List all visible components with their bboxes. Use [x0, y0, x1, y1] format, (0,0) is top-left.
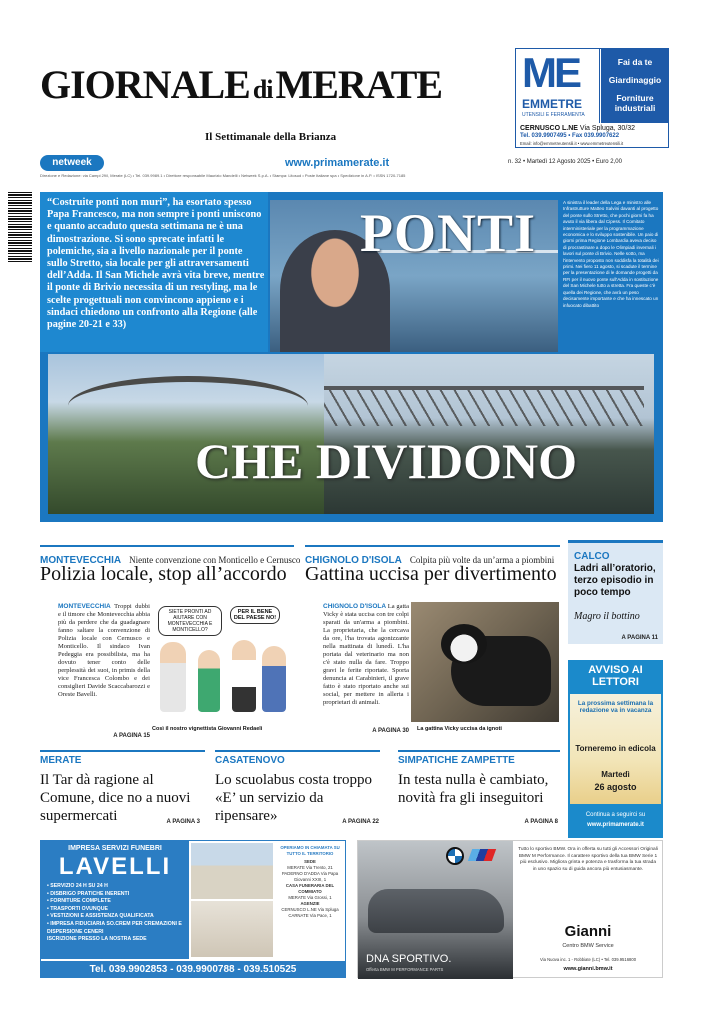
title-di: di	[252, 75, 273, 104]
cat-face	[441, 624, 487, 664]
emmetre-address	[520, 125, 668, 132]
lead-intro-text: “Costruite ponti non muri”, ha esortato spesso Papa Francesco, ma non sempre i ponti uniscono e quanto accaduto questa settimana ne è una dimostrazione. Si sono sprecate infatti le polemiche, sia a livello nazionale per il ponte sullo Stretto, sia locale per gli attraversamenti dell’Adda. Il San Michele avrà vita breve, mentre il ponte di Brivio necessita di un restyling, ma le scelte progettuali non convincono appieno e i sindaci chiedono un confronto alla Regione	[47, 197, 265, 318]
lavelli-side-8: CARNATE Via Pace, 1	[288, 913, 332, 918]
lavelli-services	[47, 883, 187, 944]
avviso-line3: Martedì	[601, 770, 630, 779]
lavelli-side-6: AGENZIE	[300, 901, 320, 906]
avviso-line2: Torneremo in edicola	[575, 744, 656, 753]
lavelli-side-1: SEDE	[304, 859, 316, 864]
bottom-story-2-page-ref: A PAGINA 22	[342, 819, 379, 825]
lavelli-service-1: • SERVIZIO 24 H SU 24 H	[47, 883, 108, 889]
bottom-story-3-page-ref: A PAGINA 8	[524, 819, 558, 825]
lavelli-side-3: PADERNO D'ADDA Via Papa Giovanni XXIII, 1	[281, 871, 339, 882]
story1-body-lead: MONTEVECCHIA	[58, 603, 111, 610]
bottom-story-1[interactable]	[40, 755, 205, 827]
cartoon-bubble-1: SIETE PRONTI AD AIUTARE CON MONTEVECCHIA E MONTICELLO?	[158, 606, 222, 636]
bmw-text: Tutto lo sportivo BMW. Ora in offerta su tutti gli Accessori Originali BMW M Performance. Il carattere sportivo della tua BMW Serie 1 più esclusivo. Migliora grinta e potenza e trasforma la tua strada in uno spazio su di guida ancora più entusiasmante.	[518, 847, 658, 872]
masthead-tagline: Il Settimanale della Brianza	[205, 131, 337, 143]
story3-subhead: Magro il bottino	[574, 611, 640, 622]
netweek-logo: netweek	[40, 155, 104, 171]
cat-photo	[411, 602, 559, 722]
lavelli-service-6: • IMPRESA FIDUCIARIA SO.CREM PER CREMAZIONI E DISPERSIONE CENERI	[47, 920, 182, 935]
bmw-ad[interactable]	[357, 840, 663, 978]
emmetre-box3: Forniture industriali	[614, 93, 656, 113]
story1-body-text: Troppi dubbi e il timore che Montevecchia abbia più da perdere che da guadagnare fanno saltare la convenzione di Polizia locale con Cernusco e Monticello. Il sindaco Ivan Pedeggia era possibilista, ma ha dovuto tener conto delle perplessità dei suoi, in primis della vice Francesca Colombo e dei consiglieri Davide Scaccabarozzi e Oreste Bavelli.	[58, 603, 150, 698]
emmetre-side	[601, 49, 669, 123]
lavelli-side-4: CASA FUNERARIA DEL COMMIATO	[285, 883, 335, 894]
story2-body	[323, 603, 409, 728]
emmetre-email: Email: info@emmetreutensili.it • www.emmetreutensili.it	[520, 141, 624, 146]
story1-rule	[40, 545, 294, 547]
title-giornale: GIORNALE	[40, 62, 250, 107]
lavelli-top: IMPRESA SERVIZI FUNEBRI	[68, 845, 162, 852]
emmetre-logo-box	[516, 49, 600, 123]
bottom-story-2-kicker: CASATENOVO	[215, 755, 285, 766]
lavelli-service-3: • FORNITURE COMPLETE	[47, 898, 111, 905]
cartoon-figure-1	[160, 642, 186, 712]
bmw-slogan-sub: Offerta BMW M PERFORMANCE PARTS	[366, 967, 444, 972]
headline-che-dividono: CHE DIVIDONO	[195, 433, 577, 489]
m-logo-icon	[468, 849, 496, 861]
lavelli-side-7: CERNUSCO L.NE Via Spluga	[281, 907, 339, 912]
lavelli-side-title: OPERIAMO IN CHIAMATA SU TUTTO IL TERRITORIO	[280, 845, 340, 856]
bmw-logo-icon	[446, 847, 464, 865]
avviso-box	[568, 660, 663, 838]
story2-body-lead: CHIGNOLO D'ISOLA	[323, 603, 387, 610]
story1-kicker: MONTEVECCHIA	[40, 555, 122, 566]
lavelli-building-photo	[191, 843, 273, 899]
story1[interactable]	[40, 548, 301, 739]
lavelli-name: LAVELLI	[58, 853, 172, 880]
lavelli-service-7: ISCRIZIONE PRESSO LA NOSTRA SEDE	[47, 936, 147, 943]
cartoon-figure-2	[198, 650, 220, 712]
masthead	[40, 55, 510, 145]
story1-subtitle: Niente convenzione con Monticello e Cernusco	[129, 555, 301, 565]
barcode	[8, 190, 32, 262]
cartoon	[152, 602, 296, 722]
bottom-story-2-headline: Lo scuolabus costa troppo «E’ un servizio da ripensare»	[215, 772, 373, 824]
story3-kicker: CALCO	[574, 551, 610, 562]
cartoon-figure-3	[232, 640, 256, 712]
bmw-dealer: Gianni	[564, 923, 612, 940]
bottom-story-2[interactable]	[215, 755, 385, 827]
bmw-slogan: DNA SPORTIVO.	[366, 953, 452, 965]
bottom-rule-1	[40, 750, 205, 752]
story2-rule	[305, 545, 560, 547]
lead-story	[40, 192, 663, 522]
salvini-photo	[270, 200, 558, 352]
avviso-site[interactable]: www.primamerate.it	[587, 822, 644, 828]
website-link[interactable]: www.primamerate.it	[285, 157, 390, 169]
emmetre-brand: EMMETRE	[522, 97, 582, 111]
story2-subtitle: Colpita più volte da un’arma a piombini	[409, 555, 555, 565]
bmw-site[interactable]: www.gianni.bmw.it	[563, 966, 613, 972]
lead-intro	[47, 197, 265, 331]
lavelli-side-5: MERATE Via Grossi, 1	[288, 895, 332, 900]
truss-bridge-right	[324, 386, 644, 426]
lead-side-text: A sinistra il leader della Lega e ministro alle Infrastrutture Matteo Salvini davanti al progetto del ponte sullo Stretto, che pochi giorni fa ha avuto il via libera dal Cipess. Il Comitato interministeriale per la programmazione economica e lo sviluppo sostenibile. Un paio di giorni prima Regione Lombardia aveva deciso di procrastinare a dopo le Olimpiadi invernali i lavori sul ponte di Brivio. Nelle sotto, ma l'intervento proposto non soddisfa la totalità dei primi. Nei fiero 11 agosto, si scadute il termine per la presentazione di le domande progetti da RFI per il nuovo ponte sull'Adda in sostituzione del San Michele tutto a stretta. Fra queste c'è quella dei Regione, che avrà un peso decisamente importante e che ha innescato un infuocato dibattito	[563, 200, 659, 308]
avviso-beach	[570, 694, 661, 804]
bottom-story-3-kicker: SIMPATICHE ZAMPETTE	[398, 755, 515, 766]
avviso-footer: Continua a seguirci su	[585, 812, 646, 818]
bmw-dealer-sub: Centro BMW Service	[562, 943, 614, 949]
lavelli-header	[41, 841, 189, 959]
emmetre-ad[interactable]	[515, 48, 669, 148]
bmw-car	[368, 889, 504, 933]
avviso-line4: 26 agosto	[594, 782, 637, 792]
headline-ponti: PONTI	[360, 203, 537, 263]
masthead-title	[40, 61, 442, 108]
lavelli-ad[interactable]	[40, 840, 346, 978]
story2-headline: Gattina uccisa per divertimento	[305, 563, 557, 585]
bmw-photo	[358, 841, 513, 979]
story1-caption: Così il nostro vignettista Giovanni Redaeli	[152, 726, 263, 732]
story1-headline: Polizia locale, stop all’accordo	[40, 563, 287, 585]
bottom-rule-2	[215, 750, 380, 752]
emmetre-phones: Tel. 039.9907495 • Fax 039.9907622	[520, 133, 620, 139]
lavelli-side	[277, 845, 343, 919]
lavelli-service-4: • TRASPORTI OVUNQUE	[47, 905, 108, 912]
bottom-story-3[interactable]	[398, 755, 563, 827]
arch-bridge-left	[68, 376, 308, 436]
emmetre-logo-icon: ME	[522, 49, 579, 96]
bottom-story-3-headline: In testa nulla è cambiato, novità fra gli inseguitori	[398, 772, 549, 806]
story2-caption: La gattina Vicky uccisa da ignoti	[417, 726, 502, 732]
title-merate: MERATE	[275, 62, 443, 107]
bottom-story-1-page-ref: A PAGINA 3	[166, 819, 200, 825]
lavelli-side-2: MERATE Via Trento, 21	[287, 865, 333, 870]
story2-page-ref: A PAGINA 30	[372, 728, 409, 734]
story3-headline: Ladri all’oratorio, terzo episodio in poco tempo	[574, 563, 656, 598]
bottom-story-1-headline: Il Tar dà ragione al Comune, dice no a nuovi supermercati	[40, 772, 191, 824]
lavelli-interior-photo	[191, 901, 273, 957]
bottom-story-1-kicker: MERATE	[40, 755, 82, 766]
story3-page-ref: A PAGINA 11	[621, 635, 658, 641]
story1-page-ref: A PAGINA 15	[113, 733, 150, 739]
emmetre-street: Via Spluga, 30/32	[579, 125, 636, 132]
lead-intro-box	[40, 192, 268, 352]
avviso-line1: La prossima settimana la redazione va in vacanza	[577, 700, 654, 714]
issue-info: n. 32 • Martedì 12 Agosto 2025 • Euro 2,00	[508, 159, 622, 165]
avviso-title: AVVISO AI LETTORI	[588, 664, 643, 688]
story2[interactable]	[305, 548, 561, 738]
cartoon-bubble-2: PER IL BENE DEL PAESE NO!	[230, 606, 280, 624]
lavelli-phones: Tel. 039.9902853 - 039.9900788 - 039.510525	[41, 961, 345, 978]
story3[interactable]	[568, 540, 663, 644]
lead-intro-pages: (alle pagine 20-21 e 33)	[47, 306, 258, 331]
story1-body	[58, 603, 150, 743]
emmetre-box1: Fai da te	[617, 57, 653, 67]
bmw-address: Via Nuova inc. 1 - Robbiate (LC) • Tel. 039.9516800	[539, 957, 637, 962]
emmetre-box2: Giardinaggio	[608, 75, 662, 85]
emmetre-brand-sub: UTENSILI E FERRAMENTA	[522, 112, 585, 118]
lavelli-service-5: • VESTIZIONI E ASSISTENZA QUALIFICATA	[47, 913, 154, 920]
cartoon-figure-4	[262, 646, 286, 712]
fine-print: Direzione e Redazione: via Campi 29/l, Merate (LC) • Tel. 039.9989.1 • Direttore responsabile Maurizio Mandelli • Netweek S.p.A. • Stampa: Litosud • Poste Italiane spa • Spedizione in A.P. • ISSN 1720-7185	[40, 173, 406, 178]
emmetre-city: CERNUSCO L.NE	[520, 125, 578, 132]
story2-body-text: La gatta Vicky è stata uccisa con tre colpi sparati da un'arma a piombini. La proprietaria, che la cercava da ore, l'ha trovata agonizzante nella mattinata di lunedì. L'ha portata dal veterinario ma non c'è stato nulla da fare. Troppo gravi le ferite riportate. Sporta denuncia ai Carabinieri, il grave fatto è stato riportato anche sui social, per mettere in allerta i proprietari di animali.	[323, 603, 409, 706]
bottom-rule-3	[398, 750, 560, 752]
lavelli-service-2: • DISBRIGO PRATICHE INERENTI	[47, 890, 130, 897]
story2-kicker: CHIGNOLO D'ISOLA	[305, 555, 402, 566]
